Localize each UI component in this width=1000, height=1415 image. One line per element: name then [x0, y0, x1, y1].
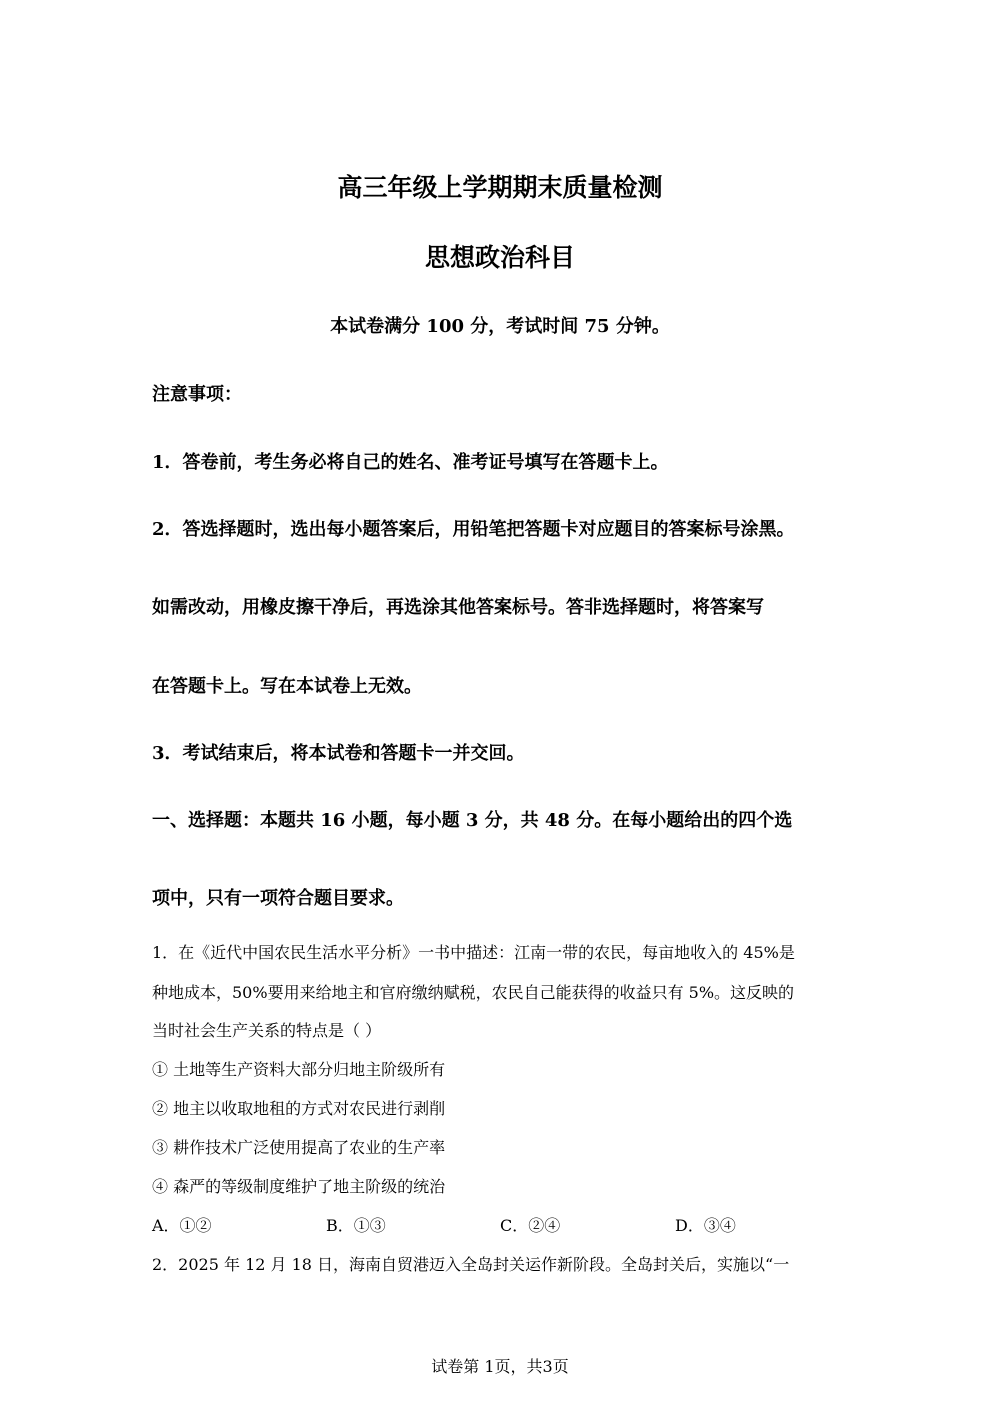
question-1-statement-4: ④ 森严的等级制度维护了地主阶级的统治	[152, 1177, 446, 1196]
section-heading-line-2: 项中，只有一项符合题目要求。	[152, 888, 404, 909]
notice-item-1: 1．答卷前，考生务必将自己的姓名、准考证号填写在答题卡上。	[152, 452, 669, 473]
question-2-line-1: 2．2025 年 12 月 18 日，海南自贸港迈入全岛封关运作新阶段。全岛封关后，实施以“一	[152, 1255, 790, 1274]
notice-item-2-line-1: 2．答选择题时，选出每小题答案后，用铅笔把答题卡对应题目的答案标号涂黑。	[152, 519, 795, 540]
question-1-line-1: 1．在《近代中国农民生活水平分析》一书中描述：江南一带的农民，每亩地收入的 45%是	[152, 943, 795, 962]
notice-heading: 注意事项：	[152, 384, 242, 405]
exam-info: 本试卷满分 100 分，考试时间 75 分钟。	[330, 316, 670, 337]
question-1-option-c: C．②④	[500, 1216, 561, 1235]
question-1-option-a: A．①②	[152, 1216, 212, 1235]
notice-item-2-line-3: 在答题卡上。写在本试卷上无效。	[152, 676, 422, 697]
question-1-statement-3: ③ 耕作技术广泛使用提高了农业的生产率	[152, 1138, 446, 1157]
subject-title: 思想政治科目	[424, 243, 575, 272]
section-heading-line-1: 一、选择题：本题共 16 小题，每小题 3 分，共 48 分。在每小题给出的四个选	[152, 810, 793, 831]
notice-item-2-line-2: 如需改动，用橡皮擦干净后，再选涂其他答案标号。答非选择题时，将答案写	[152, 597, 764, 618]
question-1-line-3: 当时社会生产关系的特点是（ ）	[152, 1021, 382, 1040]
question-1-option-b: B．①③	[326, 1216, 386, 1235]
question-1-option-d: D．③④	[675, 1216, 736, 1235]
question-1-statement-1: ① 土地等生产资料大部分归地主阶级所有	[152, 1060, 446, 1079]
question-1-statement-2: ② 地主以收取地租的方式对农民进行剥削	[152, 1099, 446, 1118]
exam-title: 高三年级上学期期末质量检测	[337, 173, 663, 202]
notice-item-3: 3．考试结束后，将本试卷和答题卡一并交回。	[152, 743, 525, 764]
question-1-line-2: 种地成本，50%要用来给地主和官府缴纳赋税，农民自己能获得的收益只有 5%。这反映的	[152, 983, 795, 1002]
page-footer: 试卷第 1页，共3页	[431, 1357, 569, 1376]
